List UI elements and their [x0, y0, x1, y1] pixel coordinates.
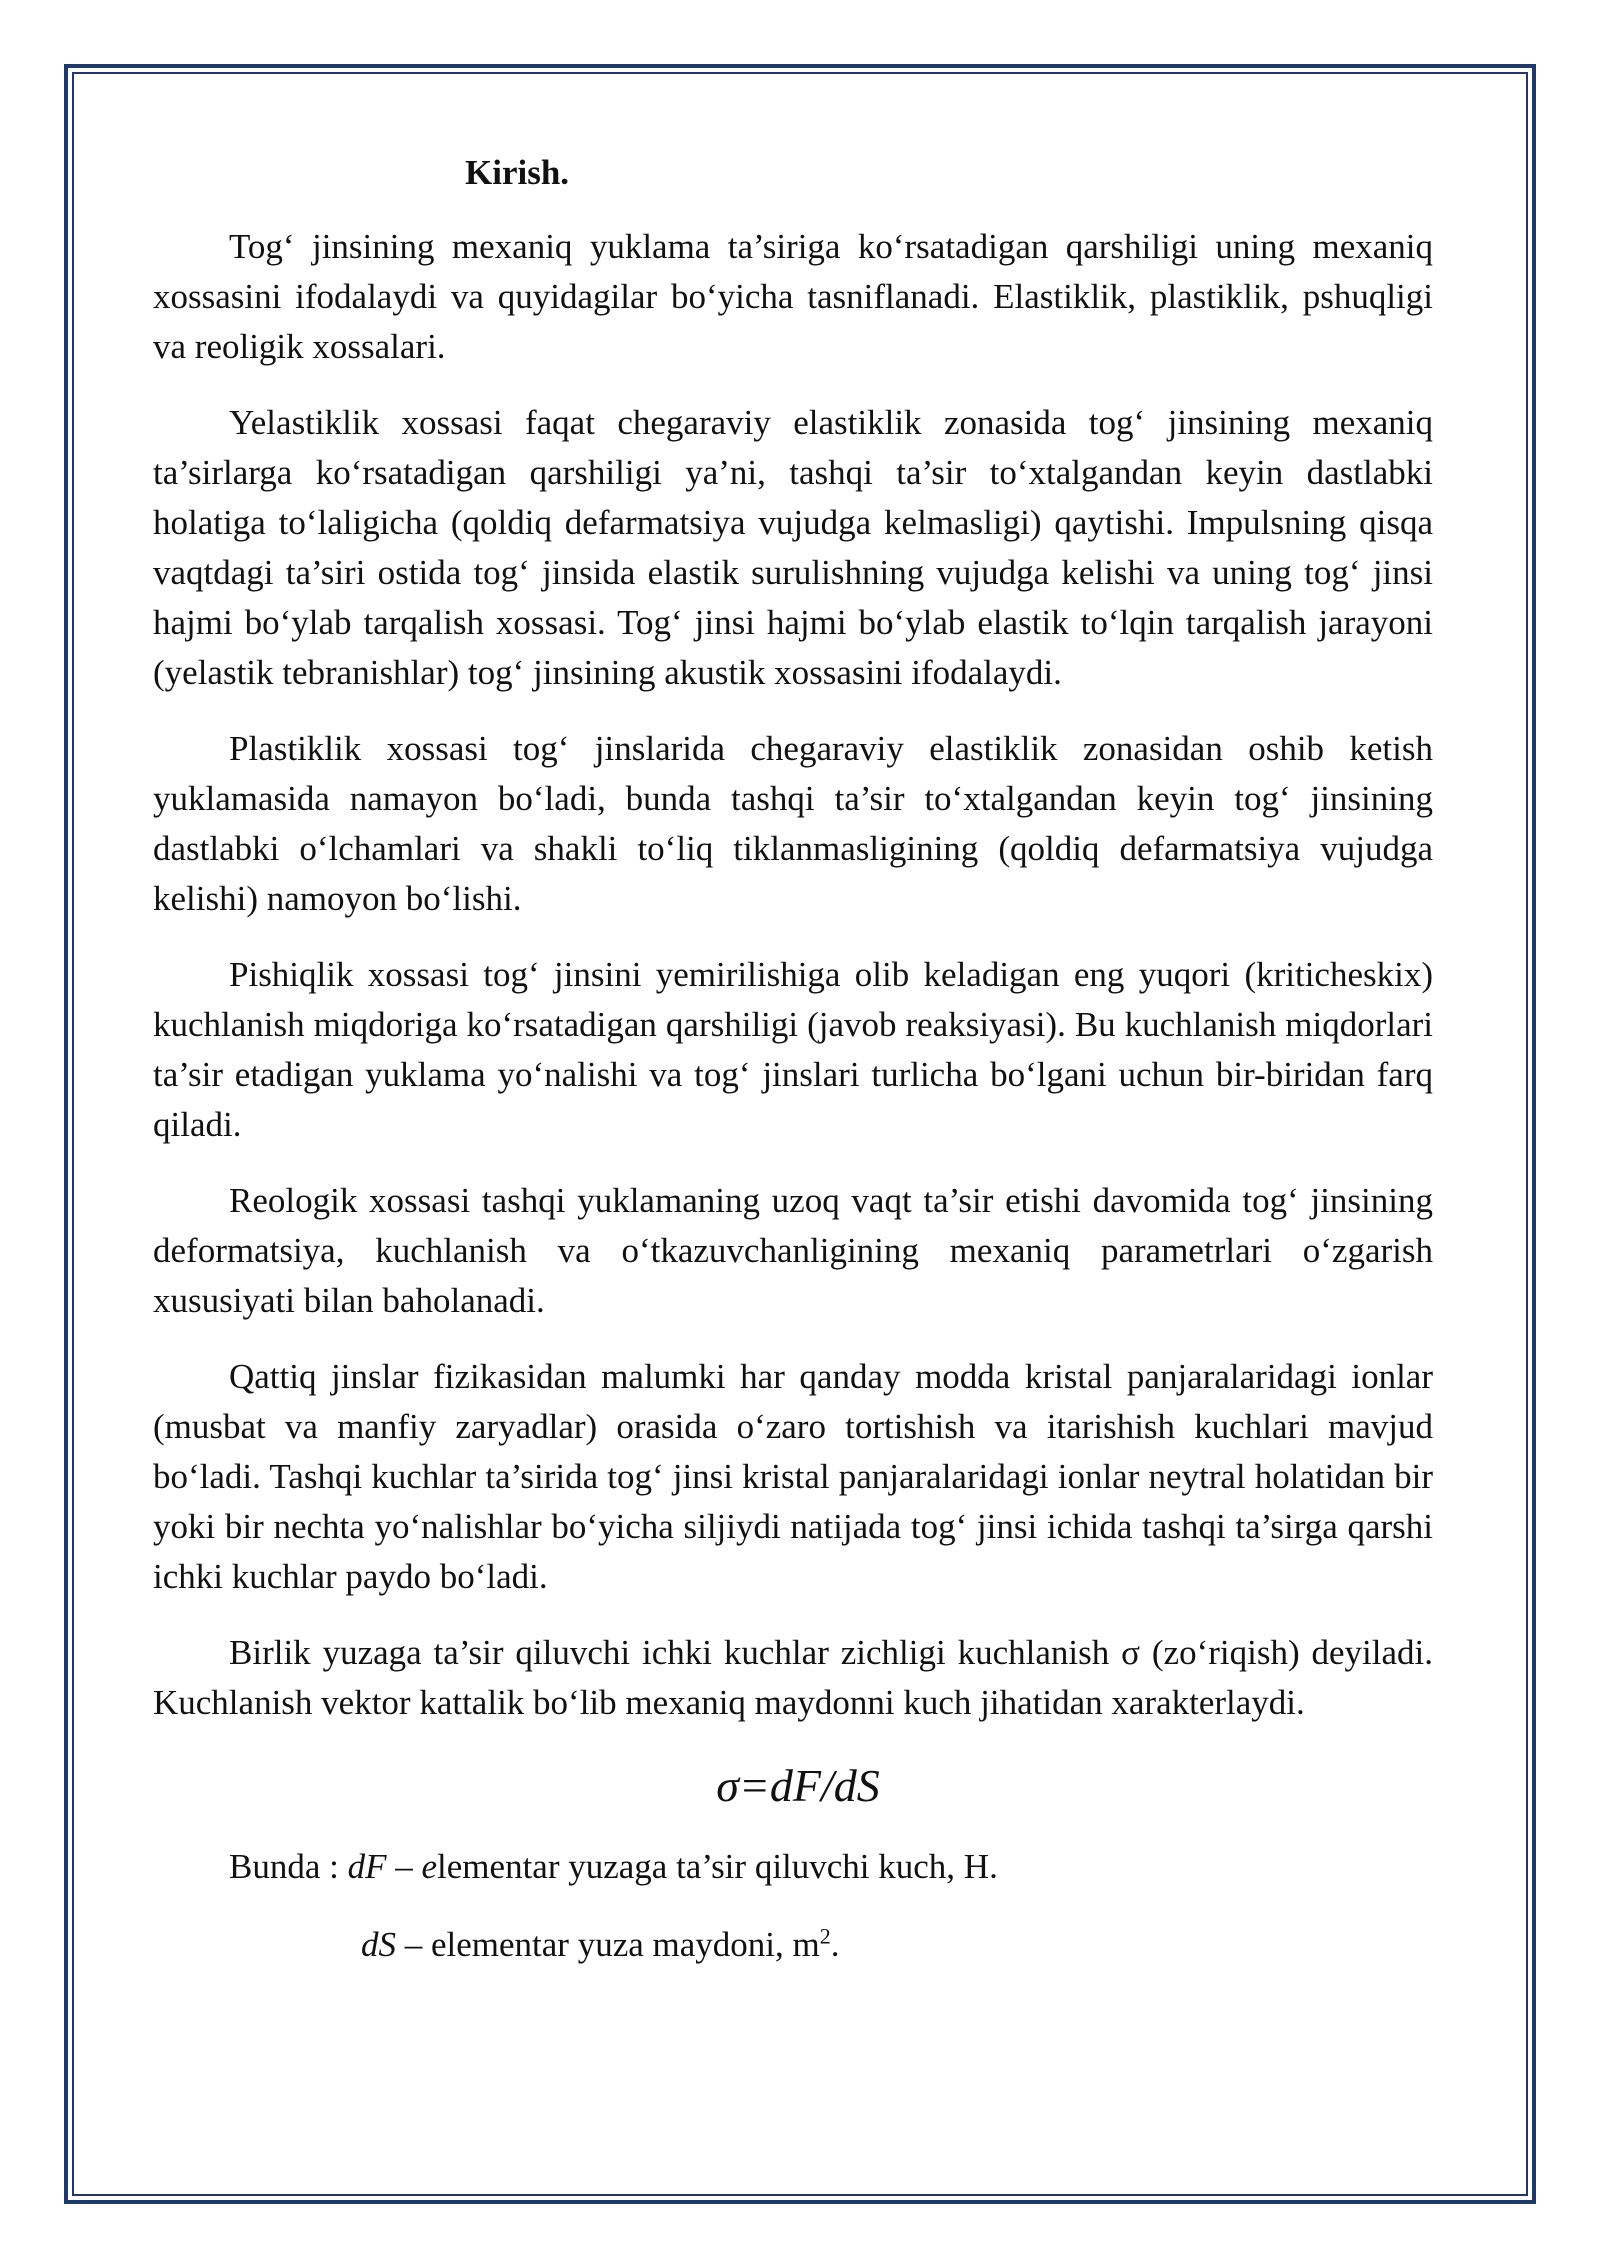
legend-df [153, 1842, 1433, 1892]
paragraph-intro: Tog‘ jinsining mexaniq yuklama ta’siriga ko‘rsatadigan qarshiligi uning mexaniq xossasini ifodalaydi va quyidagilar bo‘yicha tasniflanadi. Elastiklik, plastiklik, pshuqligi va reoligik xossalari. [153, 227, 1433, 366]
df-description: lementar yuzaga ta’sir qiluvchi kuch, H. [437, 1847, 998, 1886]
paragraph-plasticity: Plastiklik xossasi tog‘ jinslarida chegaraviy elastiklik zonasidan oshib ketish yuklamasida namayon bo‘ladi, bunda tashqi ta’sir to‘xtalgandan keyin tog‘ jinsining dastlabki o‘lchamlari va shakli to‘liq tiklanmasligining (qoldiq defarmatsiya vujudga kelishi) namoyon bo‘lishi. [153, 729, 1433, 918]
ds-symbol: dS [361, 1925, 396, 1964]
paragraph-solid-physics: Qattiq jinslar fizikasidan malumki har qanday modda kristal panjaralaridagi ionlar (musbat va manfiy zaryadlar) orasida o‘zaro tortishish va itarishish kuchlari mavjud bo‘ladi. Tashqi kuchlar ta’sirida tog‘ jinsi kristal panjaralaridagi ionlar neytral holatidan bir yoki bir nechta yo‘nalishlar bo‘yicha siljiydi natijada tog‘ jinsi ichida tashqi ta’sirga qarshi ichki kuchlar paydo bo‘ladi. [153, 1357, 1433, 1596]
ds-exponent: 2 [819, 1923, 831, 1949]
stress-formula: σ=dF/dS [716, 1760, 880, 1811]
ds-description: – elementar yuza maydoni, m [396, 1925, 820, 1964]
legend-prefix: Bunda : [229, 1847, 348, 1886]
df-dash: – [386, 1847, 422, 1886]
paragraph-strength: Pishiqlik xossasi tog‘ jinsini yemirilishiga olib keladigan eng yuqori (kriticheskix) kuchlanish miqdoriga ko‘rsatadigan qarshiligi (javob reaksiyasi). Bu kuchlanish miqdorlari ta’sir etadigan yuklama yo‘nalishi va tog‘ jinslari turlicha bo‘lgani uchun bir-biridan farq qiladi. [153, 955, 1433, 1144]
df-e: e [421, 1847, 438, 1886]
paragraph-stress-definition: Birlik yuzaga ta’sir qiluvchi ichki kuchlar zichligi kuchlanish σ (zo‘riqish) deyiladi. Kuchlanish vektor kattalik bo‘lib mexaniq maydonni kuch jihatidan xarakterlaydi. [153, 1633, 1433, 1722]
paragraph-elasticity: Yelastiklik xossasi faqat chegaraviy elastiklik zonasida tog‘ jinsining mexaniq ta’sirlarga ko‘rsatadigan qarshiligi ya’ni, tashqi ta’sir to‘xtalgandan keyin dastlabki holatiga to‘laligicha (qoldiq defarmatsiya vujudga kelmasligi) qaytishi. Impulsning qisqa vaqtdagi ta’siri ostida tog‘ jinsida elastik surulishning vujudga kelishi va uning tog‘ jinsi hajmi bo‘ylab tarqalish xossasi. Tog‘ jinsi hajmi bo‘ylab elastik to‘lqin tarqalish jarayoni (yelastik tebranishlar) tog‘ jinsining akustik xossasini ifodalaydi. [153, 403, 1433, 692]
paragraph-rheology: Reologik xossasi tashqi yuklamaning uzoq vaqt ta’sir etishi davomida tog‘ jinsining deformatsiya, kuchlanish va o‘tkazuvchanligining mexaniq parametrlari o‘zgarish xususiyati bilan baholanadi. [153, 1181, 1433, 1320]
section-heading: Kirish. [465, 153, 570, 192]
df-symbol: dF [347, 1847, 387, 1886]
legend-ds [153, 1920, 1433, 1970]
ds-end: . [830, 1925, 840, 1964]
document-body [153, 148, 1433, 1998]
